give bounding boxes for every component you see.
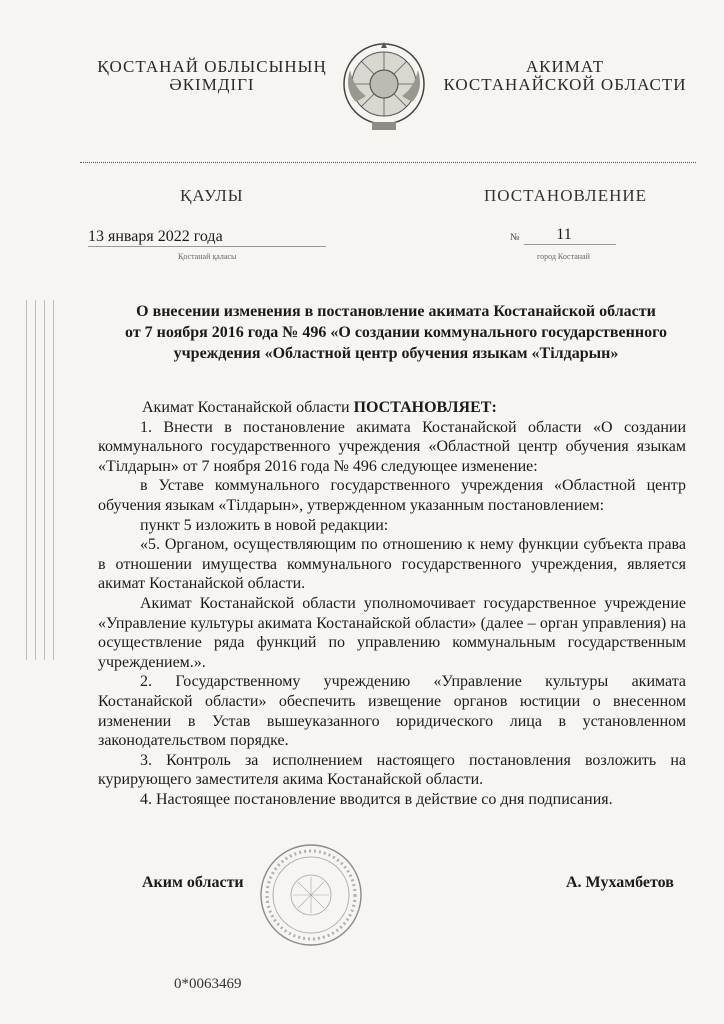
body-paragraph: 3. Контроль за исполнением настоящего постановления возложить на курирующего заместителя акима Костанайской области. (98, 751, 686, 789)
body-paragraph: 1. Внести в постановление акимата Костанайской области «О создании коммунального государственного учреждения «Областной центр обучения языкам «Тілдарын» от 7 ноября 2016 года № 496 следующее изменение: (98, 418, 686, 475)
body-paragraph: Акимат Костанайской области уполномочивает государственное учреждение «Управление культуры акимата Костанайской области» (далее – орган управления) на осуществление ряда функций по управлению коммунальным государственным учреждением.». (98, 594, 686, 671)
lead-bold: ПОСТАНОВЛЯЕТ: (353, 399, 497, 416)
body-paragraph: «5. Органом, осуществляющим по отношению к нему функции субъекта права в отношении имущества коммунального государственного учреждения, является акимат Костанайской области. (98, 536, 686, 593)
header-russian (440, 58, 690, 94)
header-kazakh (92, 58, 332, 94)
document-date: 13 января 2022 года (88, 228, 223, 245)
title-line: от 7 ноября 2016 года № 496 «О создании коммунального государственного (125, 324, 667, 341)
state-emblem-icon (340, 40, 428, 134)
document-body (98, 398, 686, 809)
doc-type-russian: ПОСТАНОВЛЕНИЕ (484, 186, 648, 205)
header-right-line2: КОСТАНАЙСКОЙ ОБЛАСТИ (443, 75, 687, 94)
body-paragraph: в Уставе коммунального государственного учреждения «Областной центр обучения языкам «Тілдарын», утвержденном указанным постановлением: (98, 477, 686, 514)
header-left-line2: ӘКІМДІГІ (169, 75, 255, 94)
header-left-line1: ҚОСТАНАЙ ОБЛЫСЫНЫҢ (97, 57, 327, 76)
body-paragraph: 2. Государственному учреждению «Управление культуры акимата Костанайской области» обеспечить извещение органов юстиции о внесенном изменении в Устав вышеуказанного юридического лица в установленном законодательством порядке. (98, 673, 686, 750)
header-right-line1: АКИМАТ (525, 57, 605, 76)
margin-stamp-text (20, 300, 80, 660)
number-sign: № (510, 232, 520, 243)
signature-position: Аким области (142, 874, 244, 891)
title-line: О внесении изменения в постановление акимата Костанайской области (136, 303, 656, 320)
signatory-name: А. Мухамбетов (566, 874, 674, 891)
body-paragraph: пункт 5 изложить в новой редакции: (140, 516, 389, 534)
lead-paragraph (98, 398, 686, 418)
title-line: учреждения «Областной центр обучения языкам «Тілдарын» (173, 345, 619, 362)
body-paragraph: 4. Настоящее постановление вводится в действие со дня подписания. (140, 790, 613, 808)
document-title (96, 301, 696, 364)
city-russian: город Костанай (537, 252, 590, 261)
official-seal-icon (258, 842, 364, 948)
serial-number: 0*0063469 (174, 976, 242, 992)
date-underline (88, 246, 326, 247)
header-divider (80, 162, 696, 163)
city-kazakh: Қостанай қаласы (178, 252, 237, 261)
document-number: 11 (556, 226, 572, 243)
lead-text: Акимат Костанайской области (142, 399, 354, 416)
number-underline (524, 244, 616, 245)
doc-type-kazakh: ҚАУЛЫ (180, 186, 244, 205)
